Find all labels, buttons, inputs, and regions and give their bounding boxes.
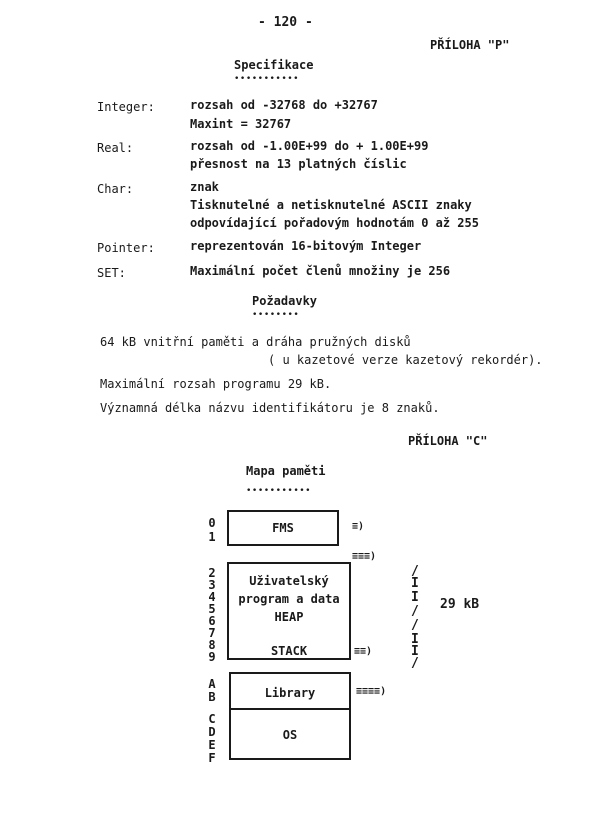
address-7: 7 <box>208 626 216 640</box>
spec-char-line-2: Tisknutelné a netisknutelné ASCII znaky <box>190 198 472 212</box>
address-3: 3 <box>208 578 216 592</box>
bracket-char-1: / <box>411 564 419 579</box>
spec-title: Specifikace <box>234 58 314 72</box>
bracket-char-5: / <box>411 618 419 633</box>
bracket-char-8: / <box>411 656 419 671</box>
spec-label-char: Char: <box>97 182 134 196</box>
spec-integer-line-2: Maxint = 32767 <box>190 117 292 131</box>
bracket-char-2: I <box>411 576 419 591</box>
spec-set-line-1: Maximální počet členů množiny je 256 <box>190 264 451 278</box>
requirements-title-dots: •••••••• <box>252 310 300 320</box>
user-block-footnote-mark: ≡≡≡) <box>352 551 377 562</box>
requirements-line-3: Maximální rozsah programu 29 kB. <box>100 377 332 391</box>
bracket-char-6: I <box>411 632 419 647</box>
address-D: D <box>208 725 216 739</box>
spec-label-integer: Integer: <box>97 100 155 114</box>
requirements-title: Požadavky <box>252 294 318 308</box>
spec-char-line-3: odpovídající pořadovým hodnotám 0 až 255 <box>190 216 479 230</box>
spec-label-real: Real: <box>97 141 134 155</box>
page-number: - 120 - <box>258 15 313 30</box>
address-F: F <box>208 751 216 765</box>
os-label: OS <box>282 728 298 742</box>
spec-char-line-1: znak <box>190 180 219 194</box>
appendix-c-heading: PŘÍLOHA "C" <box>408 434 488 448</box>
memory-map-title: Mapa paměti <box>246 464 326 478</box>
address-4: 4 <box>208 590 216 604</box>
spec-real-line-2: přesnost na 13 platných číslic <box>190 157 407 171</box>
spec-real-line-1: rozsah od -1.00E+99 do + 1.00E+99 <box>190 139 429 153</box>
library-footnote-mark: ≡≡≡≡) <box>356 686 387 697</box>
address-5: 5 <box>208 602 216 616</box>
spec-pointer-line-1: reprezentován 16-bitovým Integer <box>190 239 422 253</box>
spec-label-pointer: Pointer: <box>97 241 155 255</box>
spec-integer-line-1: rozsah od -32768 do +32767 <box>190 98 378 112</box>
fms-footnote-mark: ≡) <box>352 521 365 532</box>
bracket-char-3: I <box>411 590 419 605</box>
fms-label: FMS <box>272 521 294 535</box>
user-program-line-2: program a data <box>238 592 340 606</box>
spec-title-dots: ••••••••••• <box>234 74 300 84</box>
address-8: 8 <box>208 638 216 652</box>
address-1: 1 <box>208 530 216 544</box>
stack-footnote-mark: ≡≡) <box>354 646 373 657</box>
address-6: 6 <box>208 614 216 628</box>
bracket-char-7: I <box>411 644 419 659</box>
address-B: B <box>208 690 216 704</box>
spec-label-set: SET: <box>97 266 126 280</box>
size-label: 29 kB <box>440 597 480 612</box>
address-C: C <box>208 712 216 726</box>
requirements-line-1: 64 kB vnitřní paměti a dráha pružných disků <box>100 335 411 349</box>
memory-map-title-dots: ••••••••••• <box>246 486 312 496</box>
user-program-line-3: HEAP <box>274 610 304 624</box>
stack-label: STACK <box>270 644 308 658</box>
address-A: A <box>208 677 216 691</box>
address-0: 0 <box>208 516 216 530</box>
user-program-line-1: Uživatelský <box>249 574 329 588</box>
requirements-line-4: Významná délka názvu identifikátoru je 8 znaků. <box>100 401 440 415</box>
address-2: 2 <box>208 566 216 580</box>
address-9: 9 <box>208 650 216 664</box>
library-label: Library <box>264 686 316 700</box>
bracket-char-4: / <box>411 604 419 619</box>
requirements-line-2: ( u kazetové verze kazetový rekordér). <box>268 353 543 367</box>
appendix-p-heading: PŘÍLOHA "P" <box>430 38 510 52</box>
address-E: E <box>208 738 216 752</box>
